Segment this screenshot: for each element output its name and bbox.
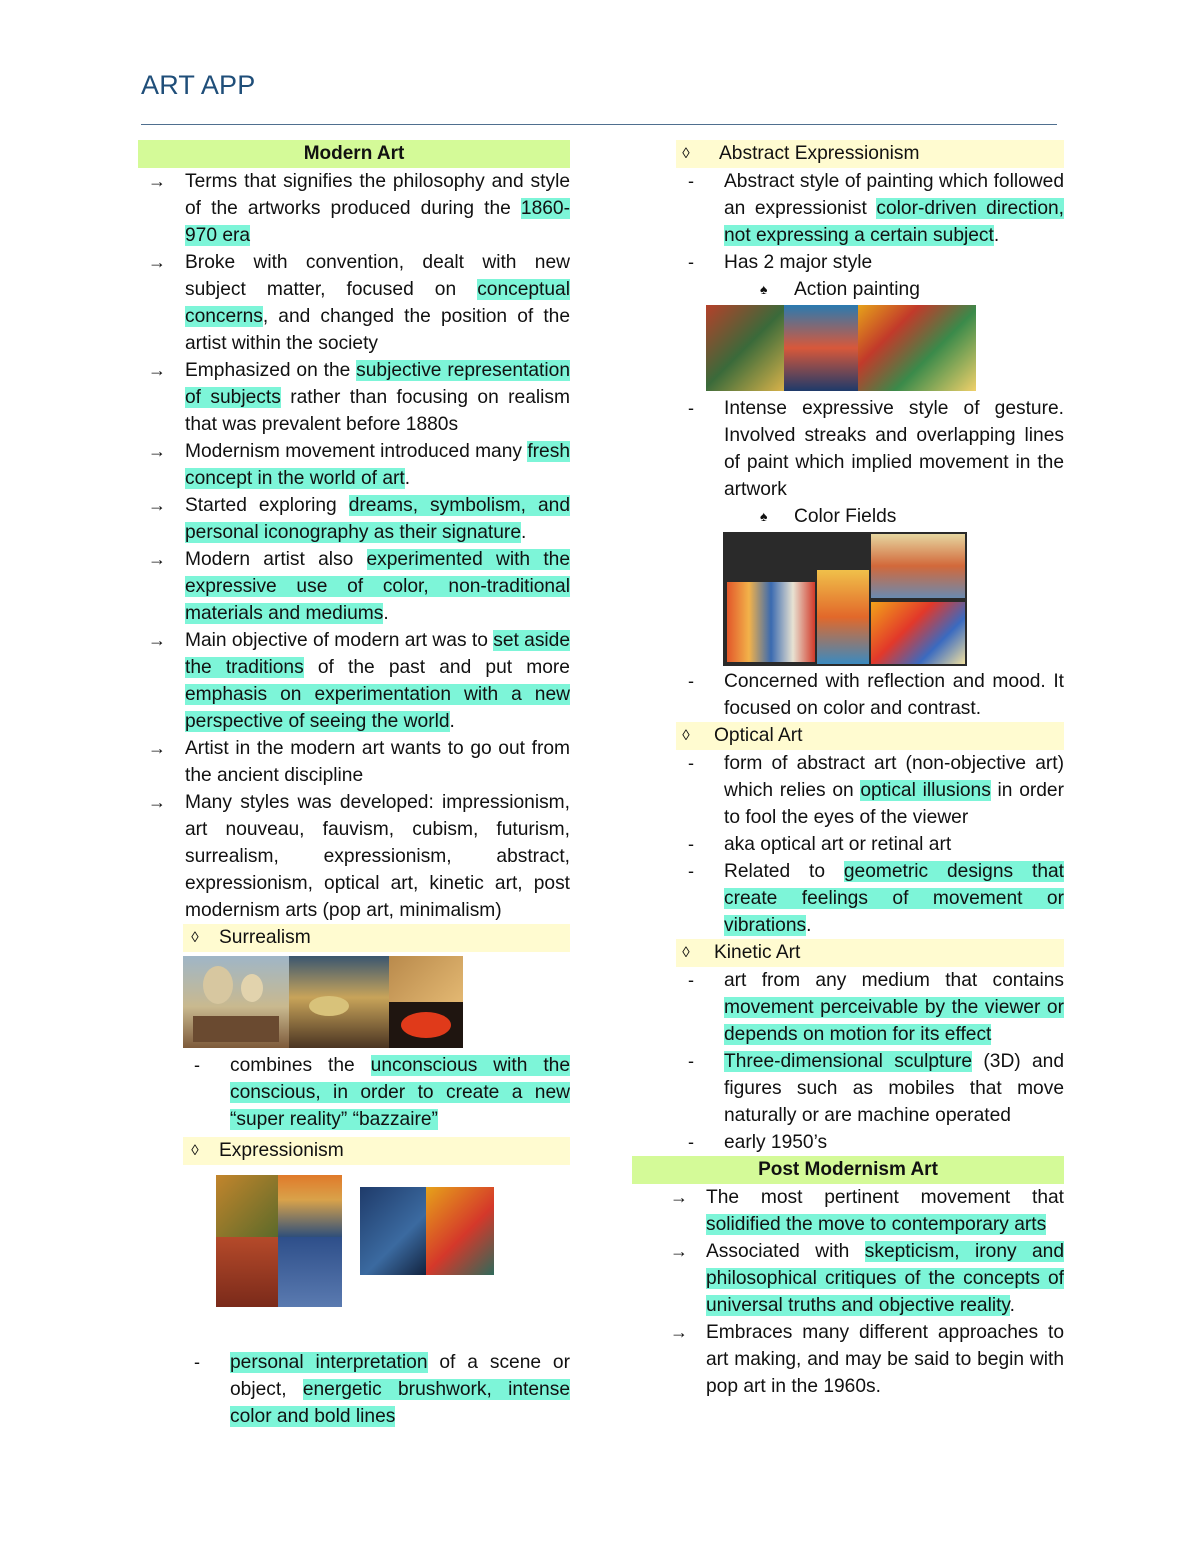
dash-icon: -	[194, 1352, 200, 1372]
arrow-icon: →	[148, 738, 166, 758]
action-painting-3	[858, 305, 976, 391]
right-column	[632, 140, 1064, 1400]
dash-icon: -	[688, 252, 694, 272]
list-item: → Main objective of modern art was to set aside the traditions of the past and put more emphasis on experimentation with a new perspective of seeing the world.	[138, 627, 570, 735]
arrow-icon: →	[670, 1187, 688, 1207]
red-lips-painting	[389, 1002, 463, 1048]
abstract-expressionism-heading: ◊ Abstract Expressionism	[676, 140, 1064, 168]
the-scream-painting	[278, 1175, 342, 1237]
dash-icon: -	[688, 861, 694, 881]
list-item: → The most pertinent movement that solidified the move to contemporary arts	[632, 1184, 1064, 1238]
list-item: → Broke with convention, dealt with new subject matter, focused on conceptual concerns, and changed the position of the artist within the society	[138, 249, 570, 357]
list-item: - Three-dimensional sculpture (3D) and figures such as mobiles that move naturally or are machine operated	[632, 1048, 1064, 1129]
spade-icon: ♠	[760, 281, 768, 297]
red-woman-painting	[216, 1237, 278, 1307]
title-divider	[141, 124, 1057, 125]
list-item: → Emphasized on the subjective representation of subjects rather than focusing on realism that was prevalent before 1880s	[138, 357, 570, 438]
masks-painting	[216, 1175, 278, 1237]
surrealism-heading: ◊ Surrealism	[183, 924, 570, 952]
list-item: - personal interpretation of a scene or object, energetic brushwork, intense color and bold lines	[138, 1349, 570, 1430]
color-fields-collage	[723, 532, 967, 666]
arrow-icon: →	[148, 441, 166, 461]
action-painting-1	[706, 305, 784, 391]
expressionism-collage-small	[360, 1187, 494, 1275]
dash-icon: -	[688, 753, 694, 773]
color-field-3	[871, 534, 965, 598]
expressionism-heading: ◊ Expressionism	[183, 1137, 570, 1165]
list-item: - aka optical art or retinal art	[632, 831, 1064, 858]
surrealism-collage	[183, 956, 463, 1048]
list-item: - early 1950’s	[632, 1129, 1064, 1156]
kinetic-art-heading: ◊ Kinetic Art	[676, 939, 1064, 967]
surreal-balloons-painting	[183, 956, 289, 1048]
dash-icon: -	[688, 1051, 694, 1071]
action-painting-collage	[706, 305, 976, 391]
dash-icon: -	[688, 970, 694, 990]
diamond-icon: ◊	[682, 944, 690, 961]
arrow-icon: →	[148, 630, 166, 650]
thinking-man-painting	[360, 1187, 426, 1275]
melting-clocks-painting	[289, 956, 389, 1048]
woman-in-red-painting	[426, 1187, 494, 1275]
list-item: - Concerned with reflection and mood. It focused on color and contrast.	[632, 668, 1064, 722]
list-item: → Terms that signifies the philosophy and style of the artworks produced during the 1860-970 era	[138, 168, 570, 249]
arrow-icon: →	[670, 1322, 688, 1342]
list-item: → Modernism movement introduced many fresh concept in the world of art.	[138, 438, 570, 492]
list-item: - combines the unconscious with the conscious, in order to create a new “super reality” “bazzaire”	[138, 1052, 570, 1133]
list-item: ♠ Color Fields	[632, 503, 1064, 530]
modern-art-heading: Modern Art	[138, 140, 570, 168]
arrow-icon: →	[670, 1241, 688, 1261]
list-item: → Embraces many different approaches to art making, and may be said to begin with pop art in the 1960s.	[632, 1319, 1064, 1400]
arrow-icon: →	[148, 252, 166, 272]
expressionism-collage-large	[216, 1175, 342, 1307]
color-field-4	[871, 602, 965, 664]
color-field-2	[817, 570, 869, 664]
dash-icon: -	[688, 1132, 694, 1152]
list-item: - Has 2 major style	[632, 249, 1064, 276]
spade-icon: ♠	[760, 508, 768, 524]
dash-icon: -	[688, 398, 694, 418]
post-modernism-heading: Post Modernism Art	[632, 1156, 1064, 1184]
dr-gachet-painting	[278, 1237, 342, 1307]
list-item: → Artist in the modern art wants to go out from the ancient discipline	[138, 735, 570, 789]
list-item: - form of abstract art (non-objective art) which relies on optical illusions in order to fool the eyes of the viewer	[632, 750, 1064, 831]
arrow-icon: →	[148, 549, 166, 569]
arrow-icon: →	[148, 792, 166, 812]
list-item: → Modern artist also experimented with the expressive use of color, non-traditional materials and mediums.	[138, 546, 570, 627]
optical-art-heading: ◊ Optical Art	[676, 722, 1064, 750]
list-item: ♠ Action painting	[632, 276, 1064, 303]
arrow-icon: →	[148, 495, 166, 515]
left-column	[138, 140, 570, 1430]
diamond-icon: ◊	[191, 1142, 199, 1159]
surreal-figure-painting	[389, 956, 463, 1002]
action-painting-2	[784, 305, 858, 391]
dash-icon: -	[194, 1055, 200, 1075]
diamond-icon: ◊	[682, 727, 690, 744]
color-field-1	[727, 582, 815, 662]
arrow-icon: →	[148, 360, 166, 380]
list-item: - art from any medium that contains movement perceivable by the viewer or depends on motion for its effect	[632, 967, 1064, 1048]
diamond-icon: ◊	[682, 145, 690, 162]
list-item: → Associated with skepticism, irony and philosophical critiques of the concepts of universal truths and objective reality.	[632, 1238, 1064, 1319]
list-item: → Many styles was developed: impressionism, art nouveau, fauvism, cubism, futurism, surrealism, expressionism, abstract, expressionism, optical art, kinetic art, post modernism arts (pop art, minimalism)	[138, 789, 570, 924]
list-item: - Related to geometric designs that create feelings of movement or vibrations.	[632, 858, 1064, 939]
dash-icon: -	[688, 834, 694, 854]
dash-icon: -	[688, 171, 694, 191]
list-item: - Intense expressive style of gesture. Involved streaks and overlapping lines of paint which implied movement in the artwork	[632, 395, 1064, 503]
diamond-icon: ◊	[191, 929, 199, 946]
list-item: - Abstract style of painting which followed an expressionist color-driven direction, not expressing a certain subject.	[632, 168, 1064, 249]
document-title: ART APP	[141, 70, 256, 100]
dash-icon: -	[688, 671, 694, 691]
arrow-icon: →	[148, 171, 166, 191]
list-item: → Started exploring dreams, symbolism, and personal iconography as their signature.	[138, 492, 570, 546]
